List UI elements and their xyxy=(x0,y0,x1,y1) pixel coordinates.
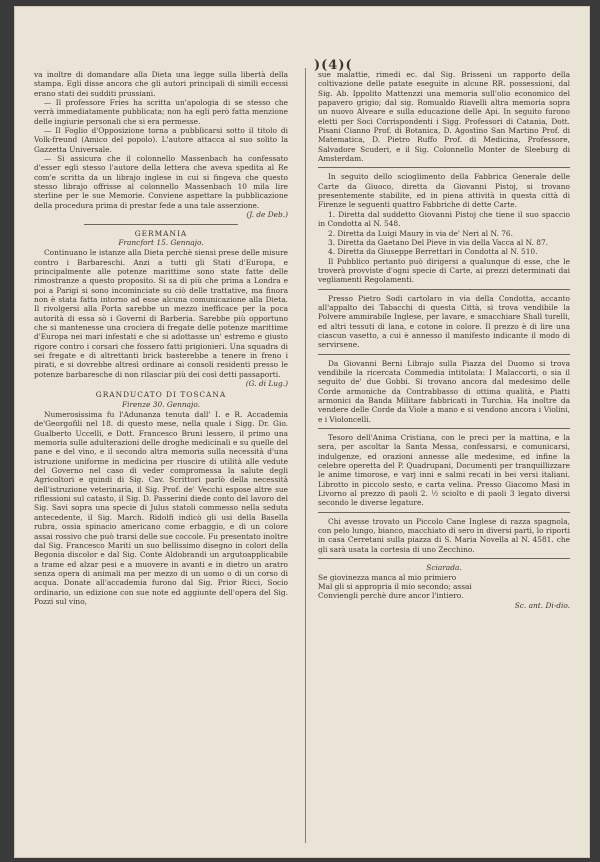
advertisement: Da Giovanni Berni Librajo sulla Piazza del Duomo si trova vendibile la ricercata Commedia intitolata: I Malaccorti, o sia il seguito de' due Gobbi. Si trovano ancora dal medesimo delle Corde armoniche da Contrabbasso di ottima qualità, e Piatti armonici da Banda Militare fabbricati in Turchia. Ha inoltre da vendere delle Corde da Viole a mano e si vendono ancora i Violini, e i Violoncelli. xyxy=(318,358,570,424)
charade xyxy=(318,563,570,610)
section-divider xyxy=(318,428,570,429)
section-divider xyxy=(84,224,238,225)
article-paragraph: — Il Foglio d'Opposizione torna a pubblicarsi sotto il titolo di Volk-freund (Amico del popolo). L'autore attacca al suo solito la Gazzetta Universale. xyxy=(34,126,288,154)
advertisement: Tesoro dell'Anima Cristiana, con le preci per la mattina, e la sera, per ascoltar la Santa Messa, confessarsi, e comunicarsi, indulgenze, ed orazioni annesse alle medesime, ed infine la celebre operetta del P. Quadrupani, Documenti per tranquillizzare le anime timorose, e varj inni e salmi recati in bei versi italiani. Librotto in piccolo sesto, e carta velina. Presso Giacomo Masi in Livorno al prezzo di paoli 2. ½ sciolto e di paoli 3 legato diversi secondo le diverse legature. xyxy=(318,433,570,508)
page-number: )(4)( xyxy=(314,58,353,73)
article-paragraph: va inoltre di domandare alla Dieta una legge sulla libertà della stampa. Egli disse ancora che gli autori principali di simili eccessi erano stati dei sudditi prussiani. xyxy=(34,70,288,98)
dateline: Francfort 15. Gennajo. xyxy=(118,237,204,247)
advertisement: Presso Pietro Sodi cartolaro in via della Condotta, accanto all'appalto dei Tabacchi di questa Città, si trova vendibile la Polvere ammirabile Inglese, per lavare, e smacchiare Shall turelli, ed altri tessuti di lana, e cotone in colore. Il prezzo è di lire una ciascun vasetto, a cui è annesso il manifesto indicante il modo di servirsene. xyxy=(318,293,570,350)
list-item: 4. Diretta da Giuseppe Berrettari in Condotta al N. 510. xyxy=(328,247,538,257)
article-paragraph: Continuano le istanze alla Dieta perchè siensi prese delle misure contro i Barbareschi. Anzi a tutti gli Stati d'Europa, e principalmente alle potenze marittime sono state fatte delle rimostranze a questo proposito. Si sa di più che prima a Londra e poi a Parigi si sono incominciate su ciò delle trattative, ma finora non è stata fatta intorno ad esse alcuna comunicazione alla Dieta. Il rivolgersi alla Porta sarebbe un mezzo inefficace per la poca autorità di essa sò i Governi di Barberia. Sarebbe più opportuno che si mantenesse una crociera di fregate delle potenze marittime d'Europa nei mari infestati e che si adottasse un' estremo e giusto rigore contro i corsari che fossero fatti prigionieri. Una squadra di sei fregate e di altrettanti brick basterebbe a tenere in freno i pirati, e si dovrebbe altresì ordinare ai consoli residenti presso le potenze barbaresche di non rilasciar più dei così detti passaporti. xyxy=(34,248,288,379)
charade-line: Mal gli si appropria il mio secondo; assai xyxy=(318,581,472,591)
newspaper-page xyxy=(14,6,590,858)
list-item: 3. Diretta da Gaetano Del Pieve in via della Vacca al N. 87. xyxy=(328,237,549,247)
section-divider xyxy=(318,167,570,168)
advertisement: Chi avesse trovato un Piccolo Cane Inglese di razza spagnola, con pelo lungo, bianco, macchiato di sero in diversi parti, lo riporti in casa Cerretani sulla piazza di S. Maria Novella al N. 4581. che gli sarà usata la cortesia di uno Zecchino. xyxy=(318,516,570,554)
article-paragraph: Numerosissima fu l'Adunanza tenuta dall' I. e R. Accademia de'Georgofili nel 18. di questo mese, nella quale i Sigg. Dr. Gio. Gualberto Uccelli, e Dott. Francesco Bruni lessero, il primo una memoria sulle adulterazioni delle droghe medicinali e su quelle del pane e del vino, e il secondo altra memoria sulla necessità d'una istruzione uniforme in medicina per riuscire di utilità alle vedute del Governo nel caso di veder compromessa la salute degli Agricoltori e quindi di Sig. Cav. Scrittori parlò della necessità dell'istruzione veterinaria, il Sig. Prof. de' Vecchi espose altre sue riflessioni sul catasto, il Sig. D. Passerini diede conto del lavoro del Sig. Savi sopra una specie di Julus statoli commesso nella seduta antecedente, il Sig. March. Ridolfi indicò gli usi della Basella rubra, ossia spinacio americano come erbaggio, e di un colore assai rossivo che può trarsi delle sue coccole. Fu presentato inoltre dal Sig. Francesco Mariti un suo bellissimo disegno in colori della Begonia discolor e dal Sig. Conte Aldobrandi un argutoapplicabile a trame ed alzar pesi e a muovere in avanti e in dietro un aratro senza opera di animali ma per mezzo di un uomo o di un corso di acqua. Donate all'accademia furono dal Sig. Prior Ricci, Socio ordinario, un edizione con sue note ed aggiunte dell'opera del Sig. Pozzi sul vino, xyxy=(34,410,288,606)
section-heading: GERMANIA xyxy=(134,228,188,238)
charade-signature: Sc. ant. Di-dio. xyxy=(514,600,570,610)
section-heading: GRANDUCATO DI TOSCANA xyxy=(95,390,227,400)
notice-paragraph: Il Pubblico pertanto può dirigersi a qualunque di esse, che le troverà provviste d'ogni specie di Carte, ai prezzi determinati dai vegliamenti Regolamenti. xyxy=(318,256,570,285)
charade-line: Conviengli perchè dure ancor l'intiero. xyxy=(318,591,464,601)
dateline: Firenze 30. Gennajo. xyxy=(121,399,201,409)
article-paragraph: sue malattie, rimedi ec. dal Sig. Brisseni un rapporto della coltivazione delle patate eseguite in alcune RR. possessioni, dal Sig. Ab. Ippolito Mattenzzi una memoria sull'olio economico del papavero grigio; dal sig. Romualdo Riavelli altra memoria sopra un nuovo Alveare e sulla educazione delle Api. In seguito furono eletti per Soci Corrispondenti i Sigg. Professori di Catania, Dott. Pisani Cianno Prof. di Botanica, D. Agostino San Martino Prof. di Matematica, D. Pietro Ruffo Prof. di Medicina, Professore, Salvadore Scuderi, e il Sig. Colonnello Monter de Sleeburg di Amsterdam. xyxy=(318,70,570,164)
article-paragraph: — Si assicura che il colonnello Massenbach ha confessato d'esser egli stesso l'autore della lettera che aveva spedita al Re com'e scritta da un librajo inglese in cui si fingeva che questo stesso librajo offrisse al colonnello Massenbach 10 mila lire sterline per le sue Memorie. Conviene aspettare la pubblicazione della procedura prima di prestar fede a una tale asserzione. xyxy=(34,154,288,210)
article-paragraph: — Il professore Fries ha scritta un'apologia di se stesso che verrà immediatamente pubblicata; non ha egli però fatta menzione delle ingiurie personali che si era permesse. xyxy=(34,98,288,126)
list-item: 2. Diretta da Luigi Maury in via de' Neri al N. 76. xyxy=(328,228,513,238)
right-column xyxy=(318,70,570,610)
source-signature: (G. di Lug.) xyxy=(245,379,288,388)
list-item: 1. Diretta dal suddetto Giovanni Pistoj che tiene il suo spaccio in Condotta al N. 548. xyxy=(318,209,570,229)
column-divider xyxy=(305,68,306,843)
section-divider xyxy=(318,512,570,513)
left-column xyxy=(34,70,288,606)
charade-title: Sciarada. xyxy=(426,563,462,573)
section-divider xyxy=(318,558,570,559)
notice-paragraph: In seguito dello scioglimento della Fabbrica Generale delle Carte da Giuoco, diretta da Giovanni Pistoj, si trovano presentemente stabilite, ed in piena attività in questa città di Firenze le seguenti quattro Fabbriche di dette Carte. xyxy=(318,172,570,210)
source-signature: (J. de Deb.) xyxy=(246,210,288,220)
section-divider xyxy=(318,354,570,355)
section-divider xyxy=(318,289,570,290)
charade-line: Se giovinezza manca al mio primiero xyxy=(318,572,457,582)
